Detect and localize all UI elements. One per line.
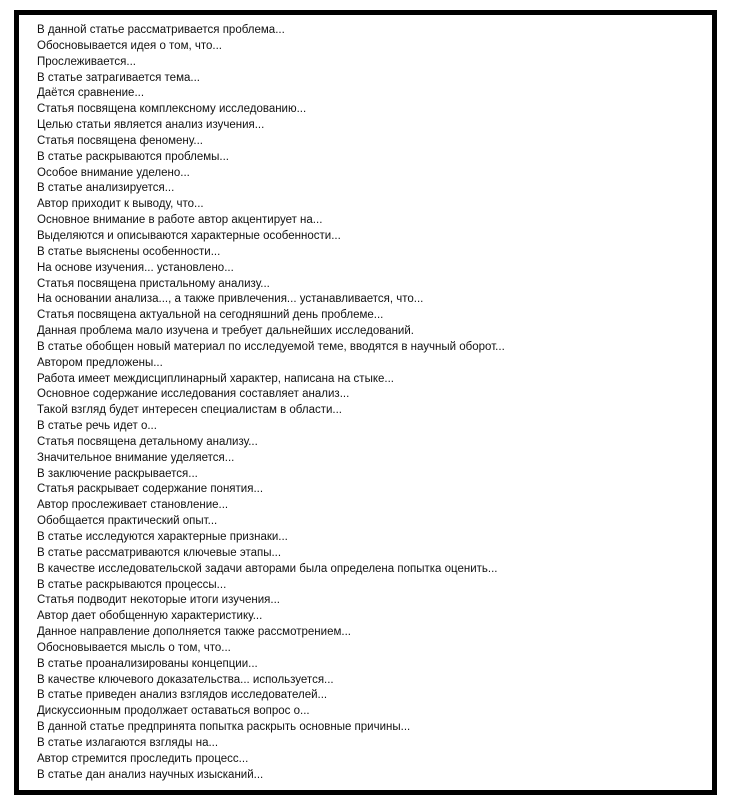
text-line: В статье речь идет о... <box>37 420 157 433</box>
text-line: В качестве ключевого доказательства... используется... <box>37 673 334 686</box>
text-line: В статье анализируется... <box>37 182 175 195</box>
text-line: Особое внимание уделено... <box>37 166 190 179</box>
text-line: В качестве исследовательской задачи авторами была определена попытка оценить... <box>37 562 498 575</box>
text-line: Автор приходит к выводу, что... <box>37 198 204 211</box>
text-line: Обосновывается мысль о том, что... <box>37 641 231 654</box>
text-line: В статье выяснены особенности... <box>37 245 221 258</box>
text-line: Автор прослеживает становление... <box>37 499 229 512</box>
document-frame <box>14 10 717 795</box>
text-line: Такой взгляд будет интересен специалистам в области... <box>37 404 342 417</box>
text-line: В статье раскрываются процессы... <box>37 578 227 591</box>
text-line: В данной статье рассматривается проблема... <box>37 24 285 36</box>
text-line: В статье проанализированы концепции... <box>37 657 258 670</box>
text-line: Автор стремится проследить процесс... <box>37 752 249 765</box>
text-line: В статье дан анализ научных изысканий... <box>37 768 264 781</box>
text-line: В статье обобщен новый материал по исследуемой теме, вводятся в научный оборот... <box>37 340 505 353</box>
text-line: Целью статьи является анализ изучения... <box>37 119 265 132</box>
text-line: Статья посвящена комплексному исследованию... <box>37 103 307 116</box>
text-line: Прослеживается... <box>37 55 136 68</box>
text-line: Данное направление дополняется также рассмотрением... <box>37 626 351 639</box>
text-line: В данной статье предпринята попытка раскрыть основные причины... <box>37 721 411 734</box>
text-line: В заключение раскрывается... <box>37 467 198 480</box>
text-line: Основное содержание исследования составляет анализ... <box>37 388 350 401</box>
text-line: Статья посвящена детальному анализу... <box>37 435 258 448</box>
text-line: В статье исследуются характерные признаки... <box>37 531 288 543</box>
text-line: Статья посвящена пристальному анализу... <box>37 277 270 290</box>
text-line: В статье затрагивается тема... <box>37 71 200 84</box>
text-line: Автором предложены... <box>37 356 163 369</box>
text-line: В статье рассматриваются ключевые этапы... <box>37 546 282 559</box>
text-line: Данная проблема мало изучена и требует дальнейших исследований. <box>37 325 414 338</box>
text-line: На основе изучения... установлено... <box>37 261 234 274</box>
text-line: Даётся сравнение... <box>37 87 145 100</box>
text-line: В статье раскрываются проблемы... <box>37 150 229 163</box>
text-line: В статье приведен анализ взглядов исследователей... <box>37 689 328 702</box>
text-line: Статья подводит некоторые итоги изучения... <box>37 594 280 607</box>
text-line: В статье излагаются взгляды на... <box>37 736 219 749</box>
text-line: Выделяются и описываются характерные особенности... <box>37 229 341 242</box>
text-line: Основное внимание в работе автор акцентирует на... <box>37 214 323 227</box>
text-line: Дискуссионным продолжает оставаться вопрос о... <box>37 705 310 718</box>
text-line: На основании анализа..., а также привлечения... устанавливается, что... <box>37 293 424 306</box>
text-line: Работа имеет междисциплинарный характер, написана на стыке... <box>37 372 394 385</box>
text-line: Статья посвящена актуальной на сегодняшний день проблеме... <box>37 309 384 322</box>
text-line: Статья посвящена феномену... <box>37 134 203 147</box>
phrase-list <box>37 23 505 784</box>
text-line: Обобщается практический опыт... <box>37 515 218 528</box>
text-line: Обосновывается идея о том, что... <box>37 39 222 52</box>
text-line: Автор дает обобщенную характеристику... <box>37 610 263 623</box>
text-line: Статья раскрывает содержание понятия... <box>37 483 264 496</box>
text-line: Значительное внимание уделяется... <box>37 451 235 464</box>
